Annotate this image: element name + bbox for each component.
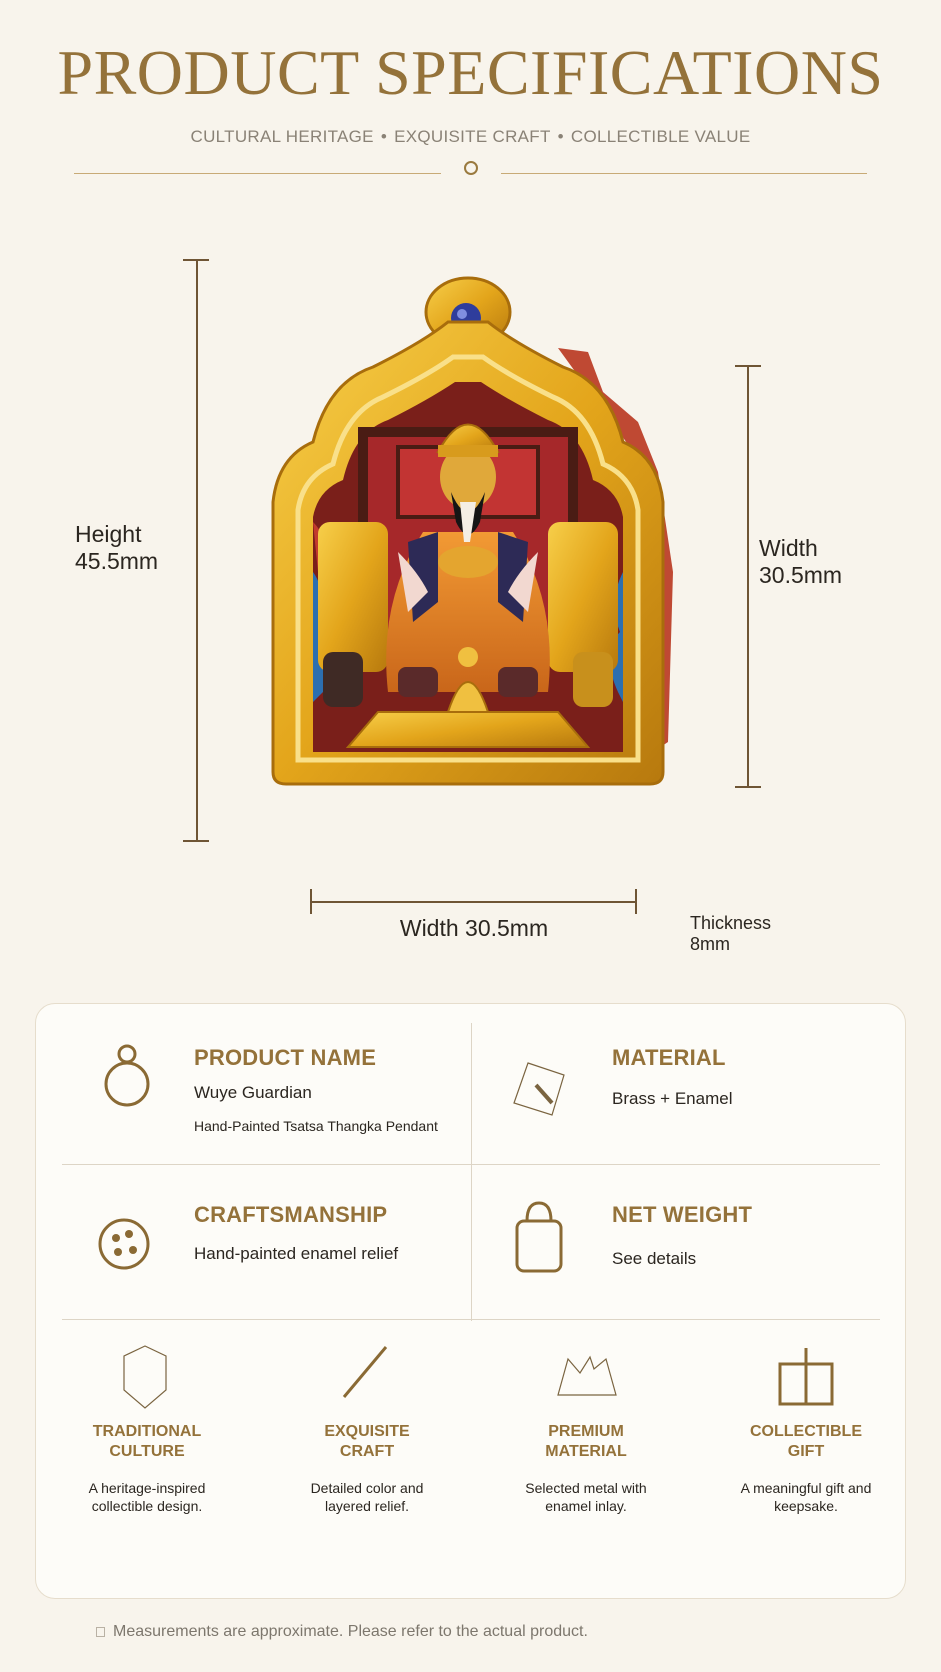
tag-separator: • bbox=[557, 127, 564, 146]
crown-icon bbox=[554, 1349, 620, 1399]
feature-title: TRADITIONAL CULTURE bbox=[92, 1423, 202, 1460]
feature-title: EXQUISITE CRAFT bbox=[324, 1423, 410, 1460]
page-title: PRODUCT SPECIFICATIONS bbox=[57, 37, 884, 108]
width-right-label: Width bbox=[759, 535, 818, 561]
tag-cultural-heritage: CULTURAL HERITAGE bbox=[190, 127, 374, 146]
material-value: Brass + Enamel bbox=[612, 1089, 733, 1108]
thickness-value: 8mm bbox=[690, 934, 730, 954]
brush-icon bbox=[338, 1342, 392, 1402]
height-label: Height bbox=[75, 521, 142, 547]
header-rule-right bbox=[501, 173, 867, 174]
net-weight-title: NET WEIGHT bbox=[612, 1202, 753, 1227]
shield-icon bbox=[120, 1342, 170, 1412]
product-image bbox=[258, 272, 698, 802]
header-rule-ornament-icon bbox=[464, 161, 478, 175]
header-rule-left bbox=[74, 173, 441, 174]
feature-title: COLLECTIBLE GIFT bbox=[750, 1423, 862, 1460]
feature-collectible-gift bbox=[706, 1422, 906, 1515]
height-dimension-label bbox=[75, 521, 158, 575]
pendant-icon bbox=[102, 1044, 152, 1108]
grid-divider-vertical bbox=[471, 1023, 472, 1321]
thickness-dimension-label bbox=[690, 913, 771, 955]
footnote-text: Measurements are approximate. Please refer to the actual product. bbox=[113, 1623, 588, 1640]
feature-description: A heritage-inspired collectible design. bbox=[88, 1480, 206, 1514]
subtitle-tags bbox=[0, 127, 941, 147]
width-right-dimension-label bbox=[759, 535, 842, 589]
product-name-value: Wuye Guardian bbox=[194, 1083, 312, 1102]
product-name-note: Hand-Painted Tsatsa Thangka Pendant bbox=[194, 1118, 438, 1134]
grid-divider-horizontal bbox=[62, 1164, 880, 1165]
craftsmanship-title: CRAFTSMANSHIP bbox=[194, 1202, 388, 1227]
gift-icon bbox=[776, 1346, 836, 1408]
feature-traditional-culture bbox=[47, 1422, 247, 1515]
product-name-title: PRODUCT NAME bbox=[194, 1045, 377, 1070]
info-icon bbox=[96, 1627, 105, 1637]
feature-description: A meaningful gift and keepsake. bbox=[740, 1480, 872, 1514]
height-value: 45.5mm bbox=[75, 548, 159, 574]
palette-icon bbox=[96, 1216, 152, 1272]
net-weight-value: See details bbox=[612, 1249, 697, 1268]
tag-collectible-value: COLLECTIBLE VALUE bbox=[570, 127, 751, 146]
feature-description: Selected metal with enamel inlay. bbox=[525, 1480, 647, 1514]
craftsmanship-value: Hand-painted enamel relief bbox=[194, 1244, 399, 1263]
width-bottom-label: Width 30.5mm bbox=[399, 915, 549, 941]
feature-description: Detailed color and layered relief. bbox=[310, 1480, 424, 1514]
spec-card bbox=[35, 1003, 906, 1599]
feature-title: PREMIUM MATERIAL bbox=[545, 1423, 627, 1460]
footnote bbox=[96, 1623, 588, 1641]
material-icon bbox=[508, 1059, 574, 1121]
tag-separator: • bbox=[380, 127, 388, 146]
feature-exquisite-craft bbox=[267, 1422, 467, 1515]
grid-divider-horizontal bbox=[62, 1319, 880, 1320]
material-title: MATERIAL bbox=[612, 1045, 726, 1070]
width-right-value: 30.5mm bbox=[759, 562, 843, 588]
tag-exquisite-craft: EXQUISITE CRAFT bbox=[394, 127, 551, 146]
weight-icon bbox=[513, 1197, 565, 1277]
thickness-label: Thickness bbox=[690, 913, 772, 933]
feature-premium-material bbox=[486, 1422, 686, 1515]
